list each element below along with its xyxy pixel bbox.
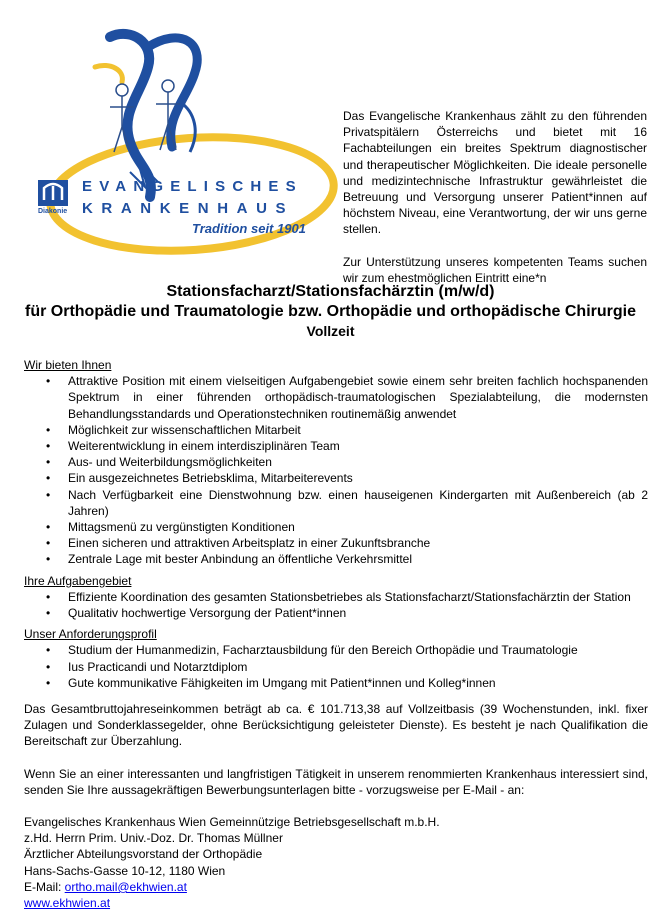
job-title-block [0,282,661,341]
tasks-list [24,589,648,621]
list-item: • Mittagsmenü zu vergünstigten Konditionen [24,519,648,535]
email-label: E-Mail: [24,879,65,894]
email-link[interactable]: ortho.mail@ekhwien.at [64,879,187,894]
diakonie-label: Diakonie [38,208,68,215]
offer-list [24,373,648,567]
section-offer [24,357,648,568]
section-heading: Ihre Aufgabengebiet [24,573,132,588]
intro-search-paragraph: Zur Unterstützung unseres kompetenten Teams suchen wir zum ehestmöglichen Eintritt eine*n [343,254,647,285]
job-details [24,357,648,911]
hospital-logo [30,22,340,267]
list-item: • Nach Verfügbarkeit eine Dienstwohnung bzw. einen hauseigenen Kindergarten mit Außenbereich (ab 2 Jahren) [24,487,648,519]
contact-role: Ärztlicher Abteilungsvorstand der Orthopädie [24,847,263,862]
list-item: • Ein ausgezeichnetes Betriebsklima, Mitarbeiterevents [24,470,648,486]
list-item: • Gute kommunikative Fähigkeiten im Umgang mit Patient*innen und Kolleg*innen [24,675,648,691]
requirements-list [24,642,648,691]
contact-person: z.Hd. Herrn Prim. Univ.-Doz. Dr. Thomas Müllner [24,831,283,846]
list-item: • Studium der Humanmedizin, Facharztausbildung für den Bereich Orthopädie und Traumatologie [24,642,648,658]
logo-tagline: Tradition seit 1901 [192,221,306,236]
list-item: • Weiterentwicklung in einem interdisziplinären Team [24,438,648,454]
section-heading: Wir bieten Ihnen [24,358,112,372]
section-heading: Unser Anforderungsprofil [24,627,157,642]
application-paragraph: Wenn Sie an einer interessanten und langfristigen Tätigkeit in unserem renommierten Krankenhaus interessiert sind, senden Sie Ihre aussagekräftigen Bewerbungsunterlagen bitte - vorzugsweise per E-Mail - an: [24,766,648,797]
list-item: • Effiziente Koordination des gesamten Stationsbetriebes als Stationsfacharzt/Stationsfachärztin der Station [24,589,648,605]
list-item: • Aus- und Weiterbildungsmöglichkeiten [24,454,648,470]
job-title: Stationsfacharzt/Stationsfachärztin (m/w/d) [166,283,495,300]
intro-paragraph: Das Evangelische Krankenhaus zählt zu den führenden Privatspitälern Österreichs und bietet mit 16 Fachabteilungen ein breites Spektrum diagnostischer und therapeutischer Möglichkeiten. Die ideale personelle und medizintechnische Infrastruktur gewährleistet die Betreuung und Versorgung unserer Patient*innen auf höchstem Niveau, eine Verantwortung, der wir uns gerne stellen. [343,109,647,237]
intro-text [343,108,647,302]
logo-line-krankenhaus: KRANKENHAUS [82,200,295,217]
list-item: • Attraktive Position mit einem vielseitigen Aufgabengebiet sowie einem sehr breiten fachlich hochspanenden Spektrum in einer führenden orthopädisch-traumatologischen Spezialabteilung, die modernsten Behandlungsstandards und Operationstechniken routinemäßig anwendet [24,373,648,422]
list-item: • Zentrale Lage mit bester Anbindung an öffentliche Verkehrsmittel [24,551,648,567]
website-line [24,895,648,911]
list-item: • Ius Practicandi und Notarztdiplom [24,659,648,675]
website-link[interactable]: www.ekhwien.at [24,896,111,911]
contact-organization: Evangelisches Krankenhaus Wien Gemeinnützige Betriebsgesellschaft m.b.H. [24,815,440,830]
contact-block [24,814,648,911]
list-item: • Möglichkeit zur wissenschaftlichen Mitarbeit [24,422,648,438]
contact-email-line [24,879,648,895]
logo-line-evangelisches: EVANGELISCHES [82,178,303,195]
job-subtitle: für Orthopädie und Traumatologie bzw. Orthopädie und orthopädische Chirurgie [25,303,636,320]
job-type: Vollzeit [306,323,355,339]
section-requirements [24,626,648,691]
salary-paragraph: Das Gesamtbruttojahreseinkommen beträgt ab ca. € 101.713,38 auf Vollzeitbasis (39 Wochenstunden, inkl. fixer Zulagen und Sonderklassegelder, ohne Berücksichtigung geleisteter Dienste). Es besteht je nach Qualifikation die Bereitschaft zur Überzahlung. [24,702,648,749]
list-item: • Qualitativ hochwertige Versorgung der Patient*innen [24,605,648,621]
contact-address: Hans-Sachs-Gasse 10-12, 1180 Wien [24,863,226,878]
section-tasks [24,573,648,622]
list-item: • Einen sicheren und attraktiven Arbeitsplatz in einer Zukunftsbranche [24,535,648,551]
